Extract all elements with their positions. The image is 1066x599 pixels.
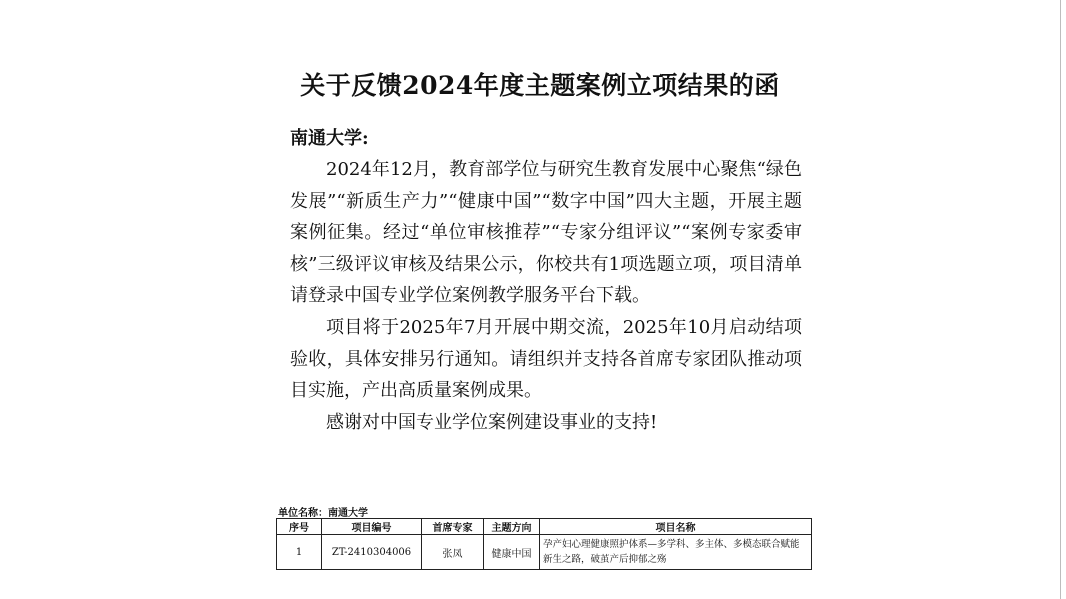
cell-no: 1 [277,535,322,570]
letter-title: 关于反馈2024年度主题案例立项结果的函 [300,71,780,100]
project-list-table [276,518,812,570]
cell-code: ZT-2410304006 [322,535,422,570]
header-code: 项目编号 [322,519,422,535]
salutation: 南通大学: [290,128,369,149]
letter-body [290,154,802,438]
header-theme: 主题方向 [484,519,540,535]
table-row [277,535,812,570]
body-paragraph-3: 感谢对中国专业学位案例建设事业的支持! [326,411,658,433]
page-edge-line [1060,0,1061,599]
header-project-name: 项目名称 [540,519,812,535]
unit-name-label: 单位名称：南通大学 [278,508,368,519]
body-paragraph-2: 项目将于2025年7月开展中期交流，2025年10月启动结项验收，具体安排另行通知。请组织并支持各首席专家团队推动项目实施，产出高质量案例成果。 [290,316,802,402]
table-header-row [277,519,812,535]
header-no: 序号 [277,519,322,535]
header-expert: 首席专家 [422,519,484,535]
cell-theme: 健康中国 [484,535,540,570]
body-paragraph-1: 2024年12月，教育部学位与研究生教育发展中心聚焦“绿色发展”“新质生产力”“健康中国”“数字中国”四大主题，开展主题案例征集。经过“单位审核推荐”“专家分组评议”“案例专家委审核”三级评议审核及结果公示，你校共有1项选题立项，项目清单请登录中国专业学位案例教学服务平台下载。 [290,159,802,307]
cell-project-name: 孕产妇心理健康照护体系—多学科、多主体、多模态联合赋能新生之路，破茧产后抑郁之殇 [540,535,812,570]
cell-expert: 张凤 [422,535,484,570]
